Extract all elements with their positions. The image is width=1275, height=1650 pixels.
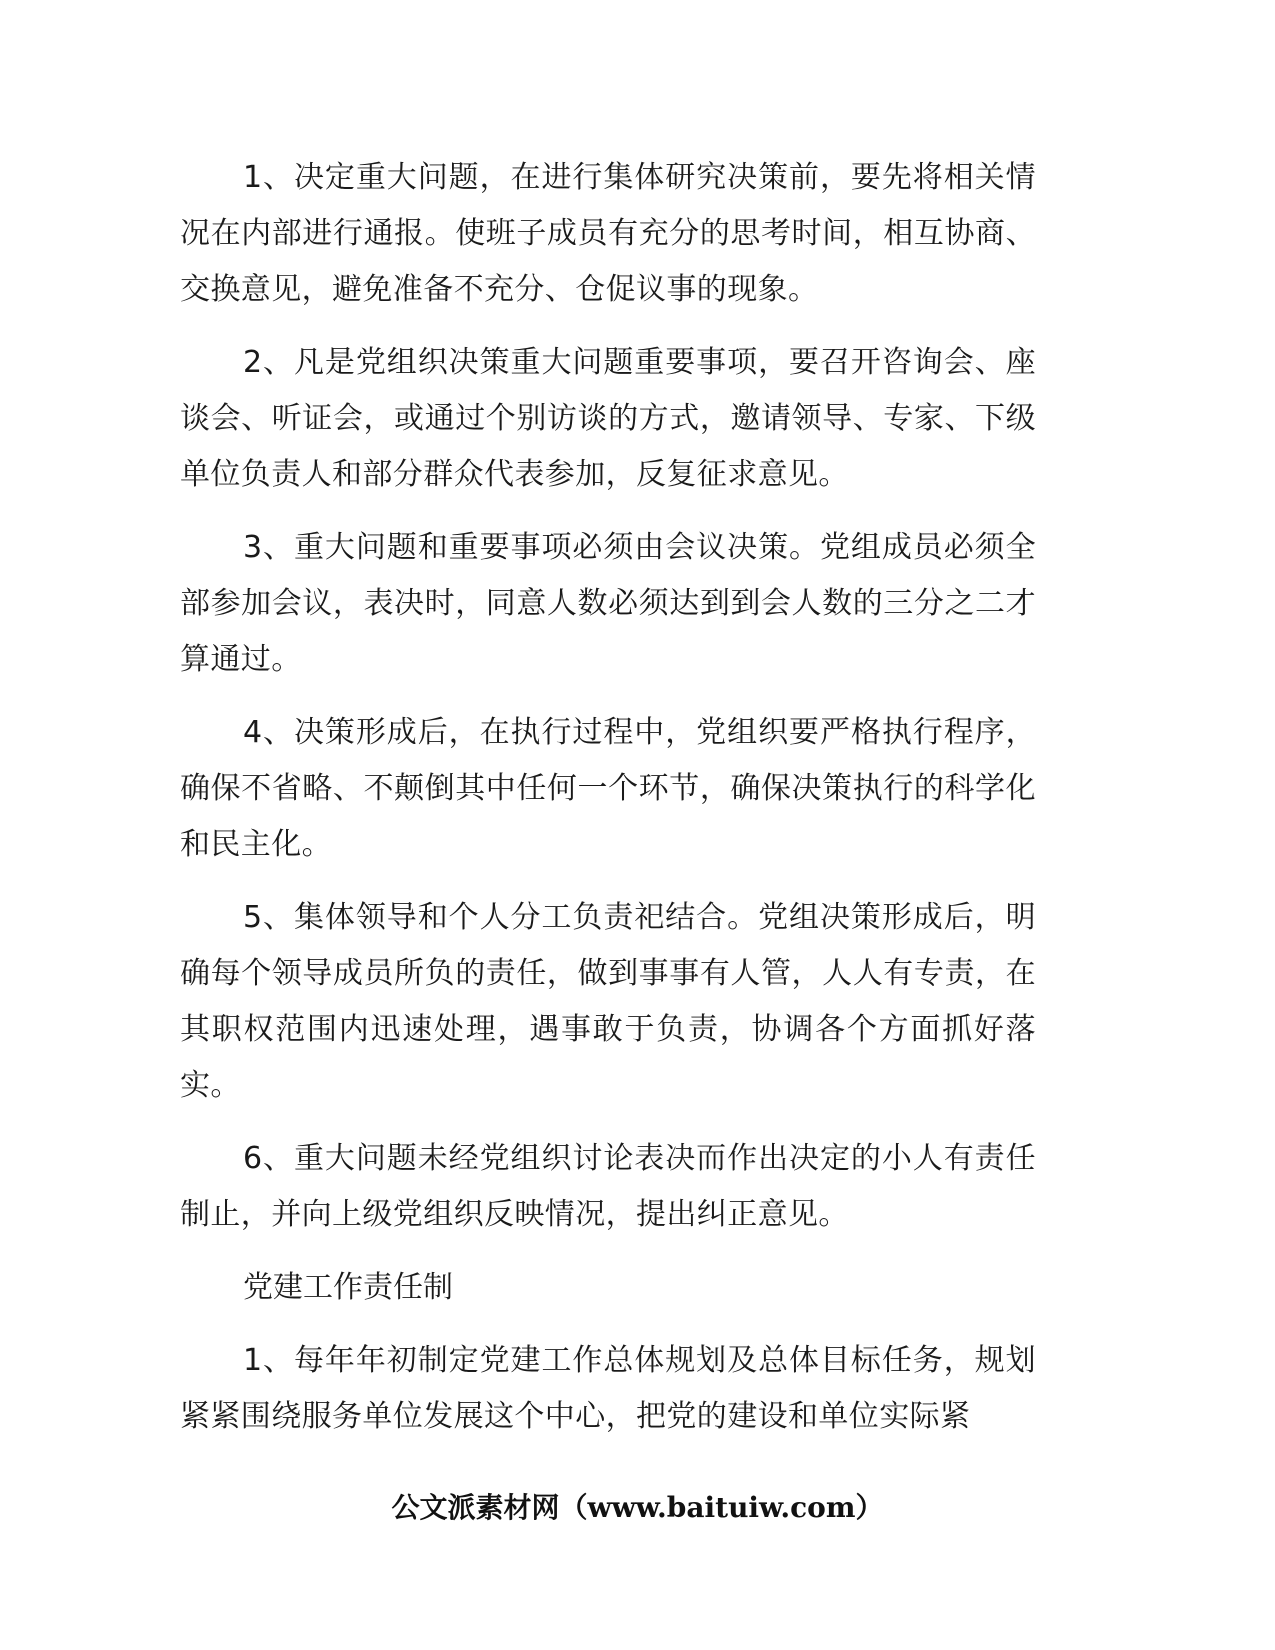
- paragraph-4: 4、决策形成后，在执行过程中，党组织要严格执行程序，确保不省略、不颠倒其中任何一个环节，确保决策执行的科学化和民主化。: [180, 715, 1036, 862]
- section-paragraph-1: 1、每年年初制定党建工作总体规划及总体目标任务，规划紧紧围绕服务单位发展这个中心，把党的建设和单位实际紧: [180, 1343, 1036, 1434]
- paragraph-6: 6、重大问题未经党组织讨论表决而作出决定的小人有责任制止，并向上级党组织反映情况，提出纠正意见。: [180, 1141, 1036, 1232]
- paragraph-1: 1、决定重大问题，在进行集体研究决策前，要先将相关情况在内部进行通报。使班子成员有充分的思考时间，相互协商、交换意见，避免准备不充分、仓促议事的现象。: [180, 160, 1036, 307]
- paragraph-5: 5、集体领导和个人分工负责祀结合。党组决策形成后，明确每个领导成员所负的责任，做到事事有人管，人人有专责，在其职权范围内迅速处理，遇事敢于负责，协调各个方面抓好落实。: [180, 900, 1036, 1103]
- footer-watermark: 公文派素材网（www.baituiw.com）: [391, 1491, 884, 1524]
- document-body: [180, 150, 1036, 1462]
- paragraph-3: 3、重大问题和重要事项必须由会议决策。党组成员必须全部参加会议，表决时，同意人数必须达到到会人数的三分之二才算通过。: [180, 530, 1036, 677]
- paragraph-2: 2、凡是党组织决策重大问题重要事项，要召开咨询会、座谈会、听证会，或通过个别访谈的方式，邀请领导、专家、下级单位负责人和部分群众代表参加，反复征求意见。: [180, 345, 1036, 492]
- section-heading: 党建工作责任制: [243, 1270, 453, 1305]
